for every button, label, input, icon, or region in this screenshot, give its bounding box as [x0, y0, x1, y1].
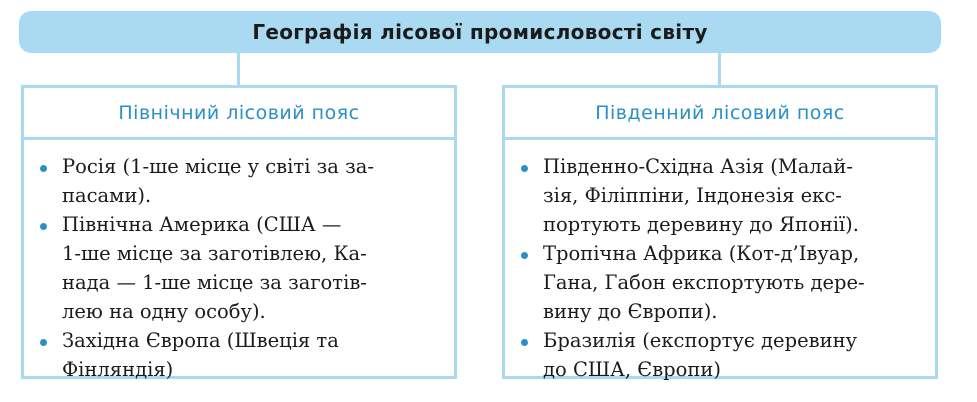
connector-right — [718, 53, 721, 85]
south-belt-list — [505, 140, 935, 384]
item-text-line: Фінляндія) — [62, 358, 174, 381]
list-item — [543, 152, 925, 239]
bullet-icon — [40, 165, 47, 172]
item-text-line: портують деревину до Японії). — [543, 213, 859, 236]
item-text-line: Росія (1-ше місце у світі за за- — [62, 155, 374, 178]
north-belt-header: Північний лісовий пояс — [24, 88, 454, 140]
item-text-line: зія, Філіппіни, Індонезія екс- — [543, 184, 842, 207]
north-belt-list — [24, 140, 454, 384]
bullet-icon — [521, 165, 528, 172]
bullet-icon — [521, 339, 528, 346]
item-text-line: Гана, Габон експортують дере- — [543, 271, 865, 294]
item-text-line: пасами). — [62, 184, 152, 207]
bullet-icon — [40, 223, 47, 230]
item-text-line: вину до Європи). — [543, 300, 718, 323]
south-belt-column — [502, 85, 938, 379]
north-belt-column — [21, 85, 457, 379]
item-text-line: Південно-Східна Азія (Малай- — [543, 155, 854, 178]
item-text-line: до США, Європи) — [543, 358, 722, 381]
list-item — [543, 239, 925, 326]
bullet-icon — [521, 252, 528, 259]
list-item — [62, 152, 444, 210]
item-text-line: Західна Європа (Швеція та — [62, 329, 339, 352]
item-text-line: лею на одну особу). — [62, 300, 266, 323]
south-belt-header: Південний лісовий пояс — [505, 88, 935, 140]
connector-left — [237, 53, 240, 85]
item-text-line: Тропічна Африка (Кот-д’Івуар, — [543, 242, 860, 265]
bullet-icon — [40, 339, 47, 346]
list-item — [62, 326, 444, 384]
item-text-line: Північна Америка (США — — [62, 213, 342, 236]
list-item — [62, 210, 444, 326]
item-text-line: 1-ше місце за заготівлею, Ка- — [62, 242, 367, 265]
list-item — [543, 326, 925, 384]
item-text-line: Бразилія (експортує деревину — [543, 329, 858, 352]
diagram-title: Географія лісової промисловості світу — [19, 11, 941, 53]
item-text-line: нада — 1-ше місце за заготів- — [62, 271, 367, 294]
